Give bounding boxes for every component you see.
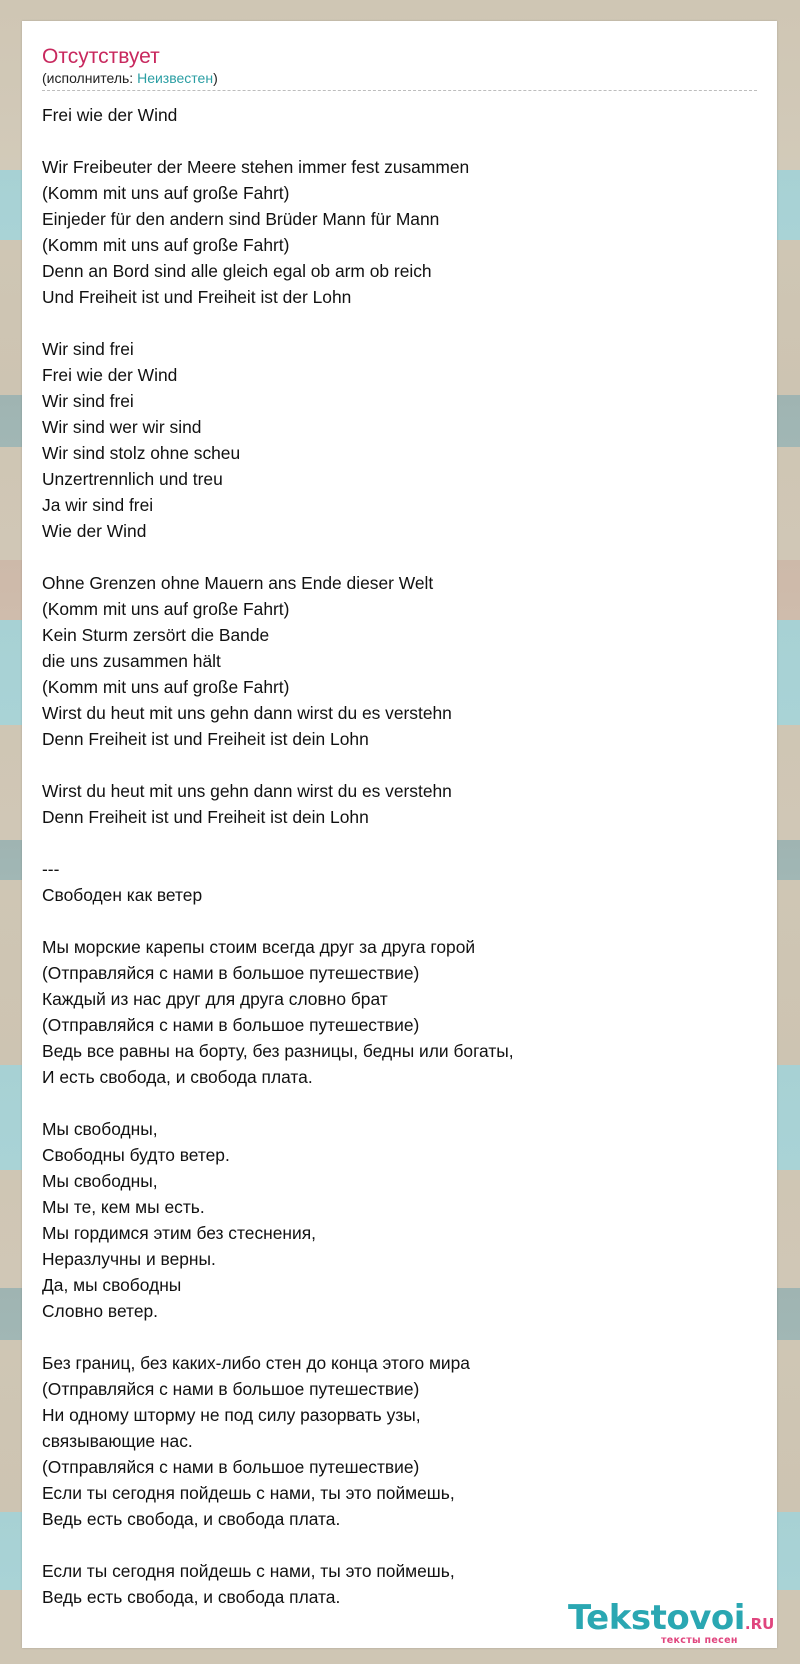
site-logo[interactable] <box>568 1600 778 1650</box>
artist-suffix: ) <box>213 70 218 86</box>
artist-line <box>42 70 757 91</box>
lyrics-text: Frei wie der Wind Wir Freibeuter der Meere stehen immer fest zusammen (Komm mit uns auf große Fahrt) Einjeder für den andern sind Brüder Mann für Mann (Komm mit uns auf große Fahrt) Denn an Bord sind alle gleich egal ob arm ob reich Und Freiheit ist und Freiheit ist der Lohn Wir sind frei Frei wie der Wind Wir sind frei Wir sind wer wir sind Wir sind stolz ohne scheu Unzertrennlich und treu Ja wir sind frei Wie der Wind Ohne Grenzen ohne Mauern ans Ende dieser Welt (Komm mit uns auf große Fahrt) Kein Sturm zersört die Bande die uns zusammen hält (Komm mit uns auf große Fahrt) Wirst du heut mit uns gehn dann wirst du es verstehn Denn Freiheit ist und Freiheit ist dein Lohn Wirst du heut mit uns gehn dann wirst du es verstehn Denn Freiheit ist und Freiheit ist dein Lohn --- Свободен как ветер Мы морские карепы стоим всегда друг за друга горой (Отправляйся с нами в большое путешествие) Каждый из нас друг для друга словно брат (Отправляйся с нами в большое путешествие) Ведь все равны на борту, без разницы, бедны или богаты, И есть свобода, и свобода плата. Мы свободны, Свободны будто ветер. Мы свободны, Мы те, кем мы есть. Мы гордимся этим без стеснения, Неразлучны и верны. Да, мы свободны Словно ветер. Без границ, без каких-либо стен до конца этого мира (Отправляйся с нами в большое путешествие) Ни одному шторму не под силу разорвать узы, связывающие нас. (Отправляйся с нами в большое путешествие) Если ты сегодня пойдешь с нами, ты это поймешь, Ведь есть свобода, и свобода плата. Если ты сегодня пойдешь с нами, ты это поймешь, Ведь есть свобода, и свобода плата. <box>42 105 514 1607</box>
logo-tld: .RU <box>744 1615 775 1633</box>
artist-link[interactable]: Неизвестен <box>137 70 214 86</box>
artist-prefix: (исполнитель: <box>42 70 138 86</box>
logo-tagline: тексты песен <box>661 1635 738 1646</box>
logo-wordmark: Tekstovoi <box>568 1598 745 1638</box>
song-title: Отсутствует <box>42 45 160 68</box>
lyrics-card <box>22 21 777 1648</box>
